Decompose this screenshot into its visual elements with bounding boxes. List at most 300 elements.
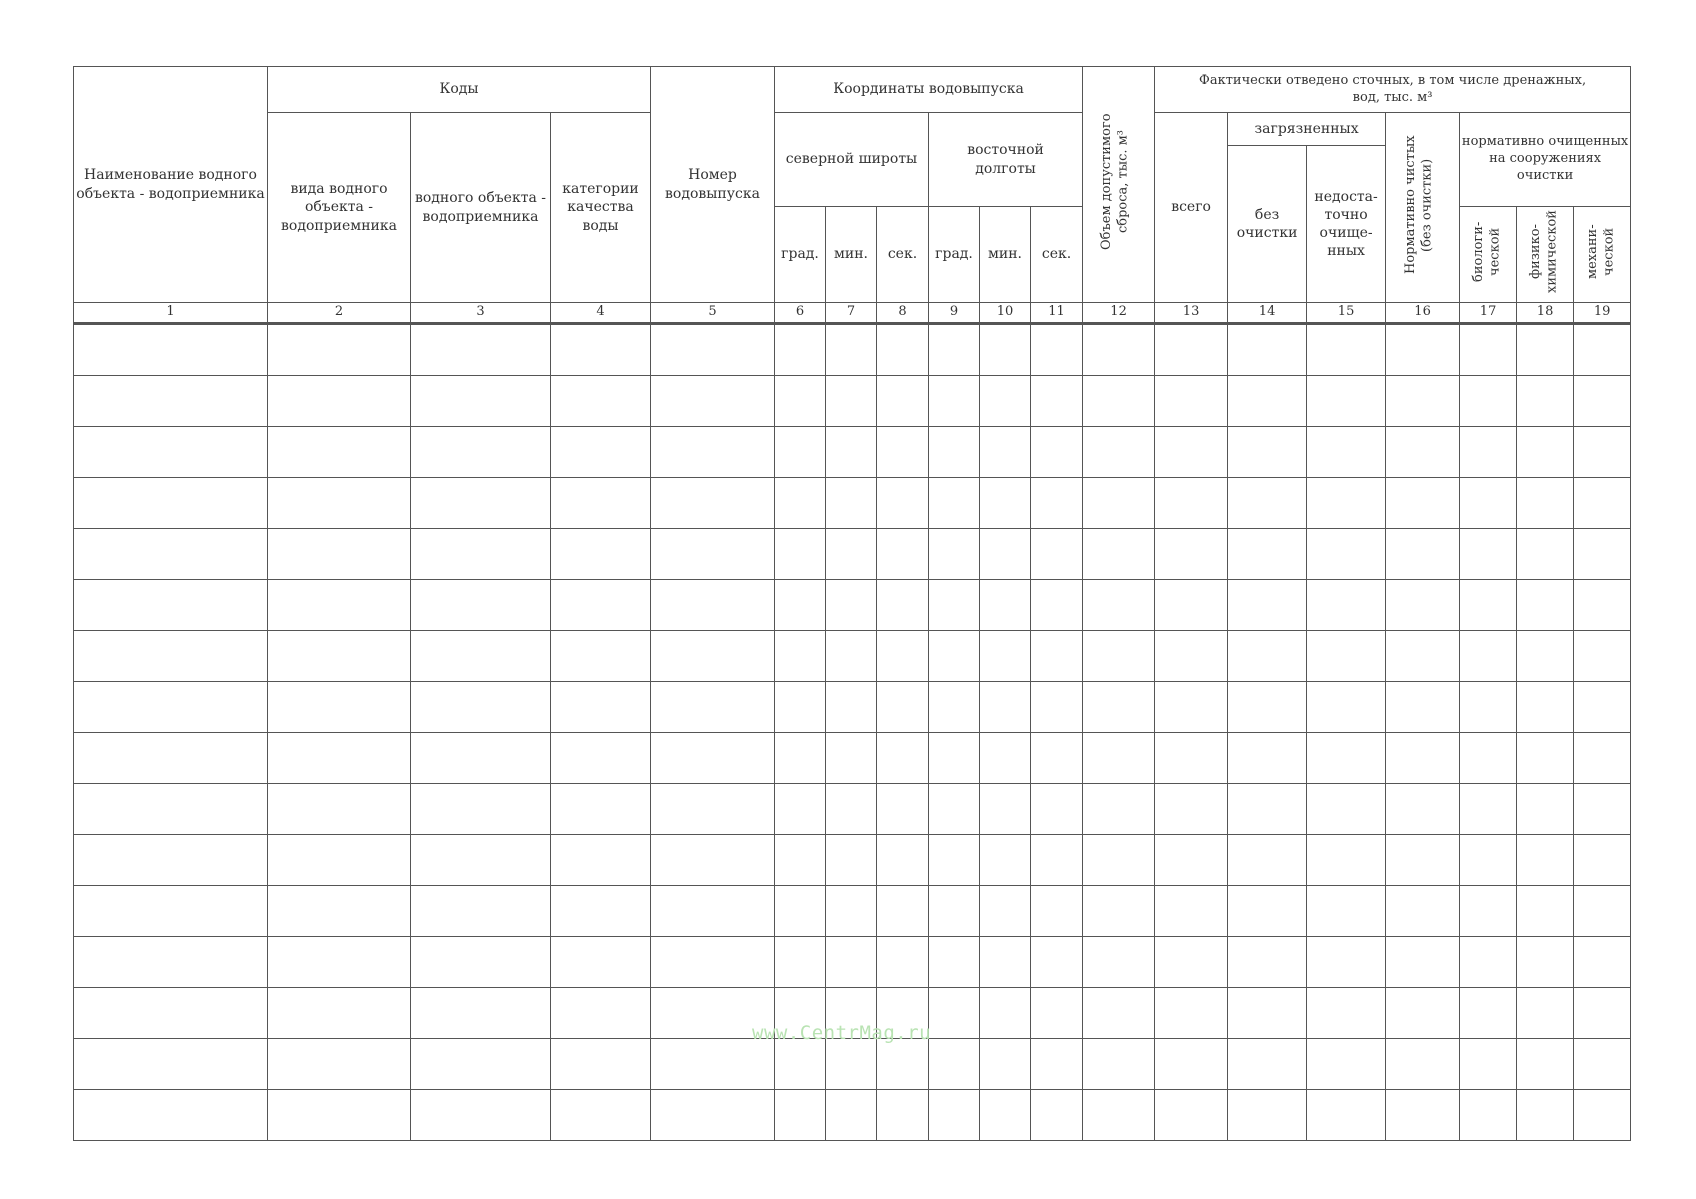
table-cell[interactable] [411, 682, 551, 733]
table-cell[interactable] [877, 478, 929, 529]
table-cell[interactable] [1228, 733, 1307, 784]
table-cell[interactable] [551, 733, 651, 784]
table-cell[interactable] [826, 631, 877, 682]
table-cell[interactable] [651, 1090, 775, 1141]
table-cell[interactable] [651, 631, 775, 682]
table-cell[interactable] [268, 937, 411, 988]
table-cell[interactable] [1574, 478, 1631, 529]
table-cell[interactable] [877, 733, 929, 784]
table-cell[interactable] [1083, 1039, 1155, 1090]
table-cell[interactable] [929, 937, 980, 988]
table-cell[interactable] [1574, 988, 1631, 1039]
table-cell[interactable] [929, 324, 980, 376]
table-cell[interactable] [1307, 580, 1386, 631]
table-cell[interactable] [1228, 682, 1307, 733]
table-cell[interactable] [1386, 784, 1460, 835]
table-cell[interactable] [551, 937, 651, 988]
table-cell[interactable] [929, 682, 980, 733]
table-cell[interactable] [1386, 1090, 1460, 1141]
table-cell[interactable] [1083, 835, 1155, 886]
table-cell[interactable] [74, 529, 268, 580]
table-cell[interactable] [551, 631, 651, 682]
table-cell[interactable] [268, 324, 411, 376]
table-cell[interactable] [1155, 886, 1228, 937]
table-cell[interactable] [1083, 580, 1155, 631]
table-cell[interactable] [268, 682, 411, 733]
table-cell[interactable] [1031, 376, 1083, 427]
table-cell[interactable] [775, 886, 826, 937]
table-cell[interactable] [1574, 784, 1631, 835]
table-cell[interactable] [877, 324, 929, 376]
table-cell[interactable] [1460, 580, 1517, 631]
table-cell[interactable] [1031, 988, 1083, 1039]
table-cell[interactable] [1517, 784, 1574, 835]
table-cell[interactable] [1083, 478, 1155, 529]
table-cell[interactable] [980, 427, 1031, 478]
table-cell[interactable] [1517, 376, 1574, 427]
table-cell[interactable] [268, 1039, 411, 1090]
table-cell[interactable] [929, 1039, 980, 1090]
table-cell[interactable] [1517, 886, 1574, 937]
table-cell[interactable] [826, 427, 877, 478]
table-cell[interactable] [1228, 988, 1307, 1039]
table-cell[interactable] [1031, 1090, 1083, 1141]
table-cell[interactable] [1386, 682, 1460, 733]
table-cell[interactable] [1083, 631, 1155, 682]
table-cell[interactable] [411, 886, 551, 937]
table-cell[interactable] [1031, 580, 1083, 631]
table-cell[interactable] [877, 784, 929, 835]
table-cell[interactable] [980, 937, 1031, 988]
table-cell[interactable] [1460, 529, 1517, 580]
table-cell[interactable] [1155, 529, 1228, 580]
table-cell[interactable] [1517, 631, 1574, 682]
table-cell[interactable] [1307, 937, 1386, 988]
table-cell[interactable] [551, 1090, 651, 1141]
table-cell[interactable] [1574, 733, 1631, 784]
table-cell[interactable] [1307, 529, 1386, 580]
table-cell[interactable] [651, 324, 775, 376]
table-cell[interactable] [1517, 1039, 1574, 1090]
table-cell[interactable] [1228, 631, 1307, 682]
table-cell[interactable] [1228, 784, 1307, 835]
table-cell[interactable] [1386, 988, 1460, 1039]
table-cell[interactable] [651, 478, 775, 529]
table-cell[interactable] [775, 1039, 826, 1090]
table-cell[interactable] [1386, 427, 1460, 478]
table-cell[interactable] [1307, 886, 1386, 937]
table-cell[interactable] [551, 988, 651, 1039]
table-cell[interactable] [651, 1039, 775, 1090]
table-cell[interactable] [1083, 988, 1155, 1039]
table-cell[interactable] [551, 1039, 651, 1090]
table-cell[interactable] [1155, 784, 1228, 835]
table-cell[interactable] [877, 529, 929, 580]
table-cell[interactable] [268, 988, 411, 1039]
table-cell[interactable] [551, 376, 651, 427]
table-cell[interactable] [411, 937, 551, 988]
table-cell[interactable] [268, 427, 411, 478]
table-cell[interactable] [877, 580, 929, 631]
table-cell[interactable] [775, 580, 826, 631]
table-cell[interactable] [1228, 580, 1307, 631]
table-cell[interactable] [74, 784, 268, 835]
table-cell[interactable] [411, 784, 551, 835]
table-cell[interactable] [1031, 835, 1083, 886]
table-cell[interactable] [1517, 529, 1574, 580]
table-cell[interactable] [929, 529, 980, 580]
table-cell[interactable] [411, 580, 551, 631]
table-cell[interactable] [1031, 1039, 1083, 1090]
table-cell[interactable] [411, 733, 551, 784]
table-cell[interactable] [74, 580, 268, 631]
table-cell[interactable] [1517, 1090, 1574, 1141]
table-cell[interactable] [1460, 988, 1517, 1039]
table-cell[interactable] [1307, 1039, 1386, 1090]
table-cell[interactable] [1517, 682, 1574, 733]
table-cell[interactable] [1083, 733, 1155, 784]
table-cell[interactable] [1460, 376, 1517, 427]
table-cell[interactable] [826, 529, 877, 580]
table-cell[interactable] [775, 835, 826, 886]
table-cell[interactable] [929, 478, 980, 529]
table-cell[interactable] [980, 580, 1031, 631]
table-cell[interactable] [1031, 937, 1083, 988]
table-cell[interactable] [1228, 1090, 1307, 1141]
table-cell[interactable] [1155, 376, 1228, 427]
table-cell[interactable] [826, 324, 877, 376]
table-cell[interactable] [411, 478, 551, 529]
table-cell[interactable] [268, 835, 411, 886]
table-cell[interactable] [551, 784, 651, 835]
table-cell[interactable] [651, 835, 775, 886]
table-cell[interactable] [1307, 1090, 1386, 1141]
table-cell[interactable] [775, 427, 826, 478]
table-cell[interactable] [877, 631, 929, 682]
table-cell[interactable] [929, 835, 980, 886]
table-cell[interactable] [1307, 733, 1386, 784]
table-cell[interactable] [775, 784, 826, 835]
table-cell[interactable] [929, 733, 980, 784]
table-cell[interactable] [1083, 682, 1155, 733]
table-cell[interactable] [1517, 988, 1574, 1039]
table-cell[interactable] [980, 376, 1031, 427]
table-cell[interactable] [268, 631, 411, 682]
table-cell[interactable] [1574, 427, 1631, 478]
table-cell[interactable] [268, 784, 411, 835]
table-cell[interactable] [980, 835, 1031, 886]
table-cell[interactable] [1228, 324, 1307, 376]
table-cell[interactable] [1031, 529, 1083, 580]
table-cell[interactable] [1155, 937, 1228, 988]
table-cell[interactable] [651, 733, 775, 784]
table-cell[interactable] [980, 988, 1031, 1039]
table-cell[interactable] [268, 886, 411, 937]
table-cell[interactable] [1517, 835, 1574, 886]
table-cell[interactable] [826, 835, 877, 886]
table-cell[interactable] [1031, 886, 1083, 937]
table-cell[interactable] [268, 478, 411, 529]
table-cell[interactable] [551, 886, 651, 937]
table-cell[interactable] [1307, 324, 1386, 376]
table-cell[interactable] [1386, 376, 1460, 427]
table-cell[interactable] [1031, 784, 1083, 835]
table-cell[interactable] [877, 1039, 929, 1090]
table-cell[interactable] [1517, 580, 1574, 631]
table-cell[interactable] [775, 529, 826, 580]
table-cell[interactable] [1460, 733, 1517, 784]
table-cell[interactable] [1517, 427, 1574, 478]
table-cell[interactable] [775, 733, 826, 784]
table-cell[interactable] [268, 529, 411, 580]
table-cell[interactable] [1031, 631, 1083, 682]
table-cell[interactable] [877, 886, 929, 937]
table-cell[interactable] [1574, 1039, 1631, 1090]
table-cell[interactable] [551, 478, 651, 529]
table-cell[interactable] [1031, 682, 1083, 733]
table-cell[interactable] [411, 376, 551, 427]
table-cell[interactable] [411, 427, 551, 478]
table-cell[interactable] [1386, 937, 1460, 988]
table-cell[interactable] [1574, 1090, 1631, 1141]
table-cell[interactable] [1031, 733, 1083, 784]
table-cell[interactable] [980, 682, 1031, 733]
table-cell[interactable] [1155, 682, 1228, 733]
table-cell[interactable] [775, 937, 826, 988]
table-cell[interactable] [775, 478, 826, 529]
table-cell[interactable] [1307, 784, 1386, 835]
table-cell[interactable] [1228, 427, 1307, 478]
table-cell[interactable] [411, 529, 551, 580]
table-cell[interactable] [929, 988, 980, 1039]
table-cell[interactable] [1386, 886, 1460, 937]
table-cell[interactable] [411, 1090, 551, 1141]
table-cell[interactable] [74, 324, 268, 376]
table-cell[interactable] [1228, 529, 1307, 580]
table-cell[interactable] [651, 427, 775, 478]
table-cell[interactable] [1155, 1090, 1228, 1141]
table-cell[interactable] [268, 376, 411, 427]
table-cell[interactable] [74, 376, 268, 427]
table-cell[interactable] [1307, 835, 1386, 886]
table-cell[interactable] [826, 682, 877, 733]
table-cell[interactable] [1307, 682, 1386, 733]
table-cell[interactable] [1574, 835, 1631, 886]
table-cell[interactable] [1574, 580, 1631, 631]
table-cell[interactable] [1083, 376, 1155, 427]
table-cell[interactable] [980, 529, 1031, 580]
table-cell[interactable] [980, 886, 1031, 937]
table-cell[interactable] [826, 733, 877, 784]
table-cell[interactable] [1386, 478, 1460, 529]
table-cell[interactable] [1574, 631, 1631, 682]
table-cell[interactable] [1155, 631, 1228, 682]
table-cell[interactable] [551, 427, 651, 478]
table-cell[interactable] [74, 682, 268, 733]
table-cell[interactable] [411, 835, 551, 886]
table-cell[interactable] [411, 1039, 551, 1090]
table-cell[interactable] [1228, 478, 1307, 529]
table-cell[interactable] [651, 886, 775, 937]
table-cell[interactable] [1574, 324, 1631, 376]
table-cell[interactable] [74, 835, 268, 886]
table-cell[interactable] [877, 937, 929, 988]
table-cell[interactable] [929, 784, 980, 835]
table-cell[interactable] [980, 324, 1031, 376]
table-cell[interactable] [1155, 733, 1228, 784]
table-cell[interactable] [1386, 1039, 1460, 1090]
table-cell[interactable] [551, 682, 651, 733]
table-cell[interactable] [877, 835, 929, 886]
table-cell[interactable] [1517, 733, 1574, 784]
table-cell[interactable] [651, 784, 775, 835]
table-cell[interactable] [1386, 324, 1460, 376]
table-cell[interactable] [929, 427, 980, 478]
table-cell[interactable] [1155, 427, 1228, 478]
table-cell[interactable] [1307, 376, 1386, 427]
table-cell[interactable] [1574, 529, 1631, 580]
table-cell[interactable] [268, 580, 411, 631]
table-cell[interactable] [1460, 631, 1517, 682]
table-cell[interactable] [1460, 1039, 1517, 1090]
table-cell[interactable] [1460, 886, 1517, 937]
table-cell[interactable] [1307, 478, 1386, 529]
table-cell[interactable] [551, 324, 651, 376]
table-cell[interactable] [74, 1039, 268, 1090]
table-cell[interactable] [1155, 1039, 1228, 1090]
table-cell[interactable] [877, 682, 929, 733]
table-cell[interactable] [1386, 580, 1460, 631]
table-cell[interactable] [877, 427, 929, 478]
table-cell[interactable] [929, 886, 980, 937]
table-cell[interactable] [651, 580, 775, 631]
table-cell[interactable] [1155, 988, 1228, 1039]
table-cell[interactable] [1386, 631, 1460, 682]
table-cell[interactable] [1386, 835, 1460, 886]
table-cell[interactable] [1083, 937, 1155, 988]
table-cell[interactable] [74, 631, 268, 682]
table-cell[interactable] [980, 631, 1031, 682]
table-cell[interactable] [74, 1090, 268, 1141]
table-cell[interactable] [1307, 427, 1386, 478]
table-cell[interactable] [1083, 529, 1155, 580]
table-cell[interactable] [929, 376, 980, 427]
table-cell[interactable] [1083, 886, 1155, 937]
table-cell[interactable] [1386, 733, 1460, 784]
table-cell[interactable] [929, 580, 980, 631]
table-cell[interactable] [551, 580, 651, 631]
table-cell[interactable] [980, 784, 1031, 835]
table-cell[interactable] [826, 1039, 877, 1090]
table-cell[interactable] [411, 324, 551, 376]
table-cell[interactable] [1228, 376, 1307, 427]
table-cell[interactable] [1083, 1090, 1155, 1141]
table-cell[interactable] [877, 1090, 929, 1141]
table-cell[interactable] [1460, 682, 1517, 733]
table-cell[interactable] [1460, 478, 1517, 529]
table-cell[interactable] [74, 988, 268, 1039]
table-cell[interactable] [1083, 427, 1155, 478]
table-cell[interactable] [74, 937, 268, 988]
table-cell[interactable] [1574, 682, 1631, 733]
table-cell[interactable] [1031, 478, 1083, 529]
table-cell[interactable] [1083, 324, 1155, 376]
table-cell[interactable] [877, 376, 929, 427]
table-cell[interactable] [1155, 324, 1228, 376]
table-cell[interactable] [1460, 1090, 1517, 1141]
table-cell[interactable] [1517, 478, 1574, 529]
table-cell[interactable] [74, 733, 268, 784]
table-cell[interactable] [980, 1039, 1031, 1090]
table-cell[interactable] [1228, 1039, 1307, 1090]
table-cell[interactable] [651, 529, 775, 580]
table-cell[interactable] [1460, 784, 1517, 835]
table-cell[interactable] [1386, 529, 1460, 580]
table-cell[interactable] [651, 682, 775, 733]
table-cell[interactable] [1228, 937, 1307, 988]
table-cell[interactable] [1307, 631, 1386, 682]
table-cell[interactable] [1460, 937, 1517, 988]
table-cell[interactable] [980, 733, 1031, 784]
table-cell[interactable] [1460, 835, 1517, 886]
table-cell[interactable] [551, 529, 651, 580]
table-cell[interactable] [1155, 580, 1228, 631]
table-cell[interactable] [1574, 937, 1631, 988]
table-cell[interactable] [1155, 835, 1228, 886]
table-cell[interactable] [1517, 324, 1574, 376]
table-cell[interactable] [929, 631, 980, 682]
table-cell[interactable] [268, 1090, 411, 1141]
table-cell[interactable] [268, 733, 411, 784]
table-cell[interactable] [775, 631, 826, 682]
table-cell[interactable] [651, 376, 775, 427]
table-cell[interactable] [1031, 324, 1083, 376]
table-cell[interactable] [826, 1090, 877, 1141]
table-cell[interactable] [1574, 376, 1631, 427]
table-cell[interactable] [929, 1090, 980, 1141]
table-cell[interactable] [826, 478, 877, 529]
table-cell[interactable] [1460, 427, 1517, 478]
table-cell[interactable] [1307, 988, 1386, 1039]
table-cell[interactable] [826, 937, 877, 988]
table-cell[interactable] [826, 886, 877, 937]
table-cell[interactable] [1460, 324, 1517, 376]
table-cell[interactable] [551, 835, 651, 886]
table-cell[interactable] [1228, 886, 1307, 937]
table-cell[interactable] [1517, 937, 1574, 988]
table-cell[interactable] [775, 682, 826, 733]
table-cell[interactable] [775, 324, 826, 376]
table-cell[interactable] [775, 376, 826, 427]
table-cell[interactable] [826, 784, 877, 835]
table-cell[interactable] [980, 1090, 1031, 1141]
table-cell[interactable] [1031, 427, 1083, 478]
table-cell[interactable] [411, 631, 551, 682]
table-cell[interactable] [74, 427, 268, 478]
table-cell[interactable] [826, 580, 877, 631]
table-cell[interactable] [1155, 478, 1228, 529]
table-cell[interactable] [826, 376, 877, 427]
table-cell[interactable] [74, 478, 268, 529]
table-cell[interactable] [1083, 784, 1155, 835]
table-cell[interactable] [651, 937, 775, 988]
table-cell[interactable] [411, 988, 551, 1039]
table-cell[interactable] [74, 886, 268, 937]
table-cell[interactable] [1228, 835, 1307, 886]
table-cell[interactable] [980, 478, 1031, 529]
table-cell[interactable] [775, 1090, 826, 1141]
table-cell[interactable] [1574, 886, 1631, 937]
